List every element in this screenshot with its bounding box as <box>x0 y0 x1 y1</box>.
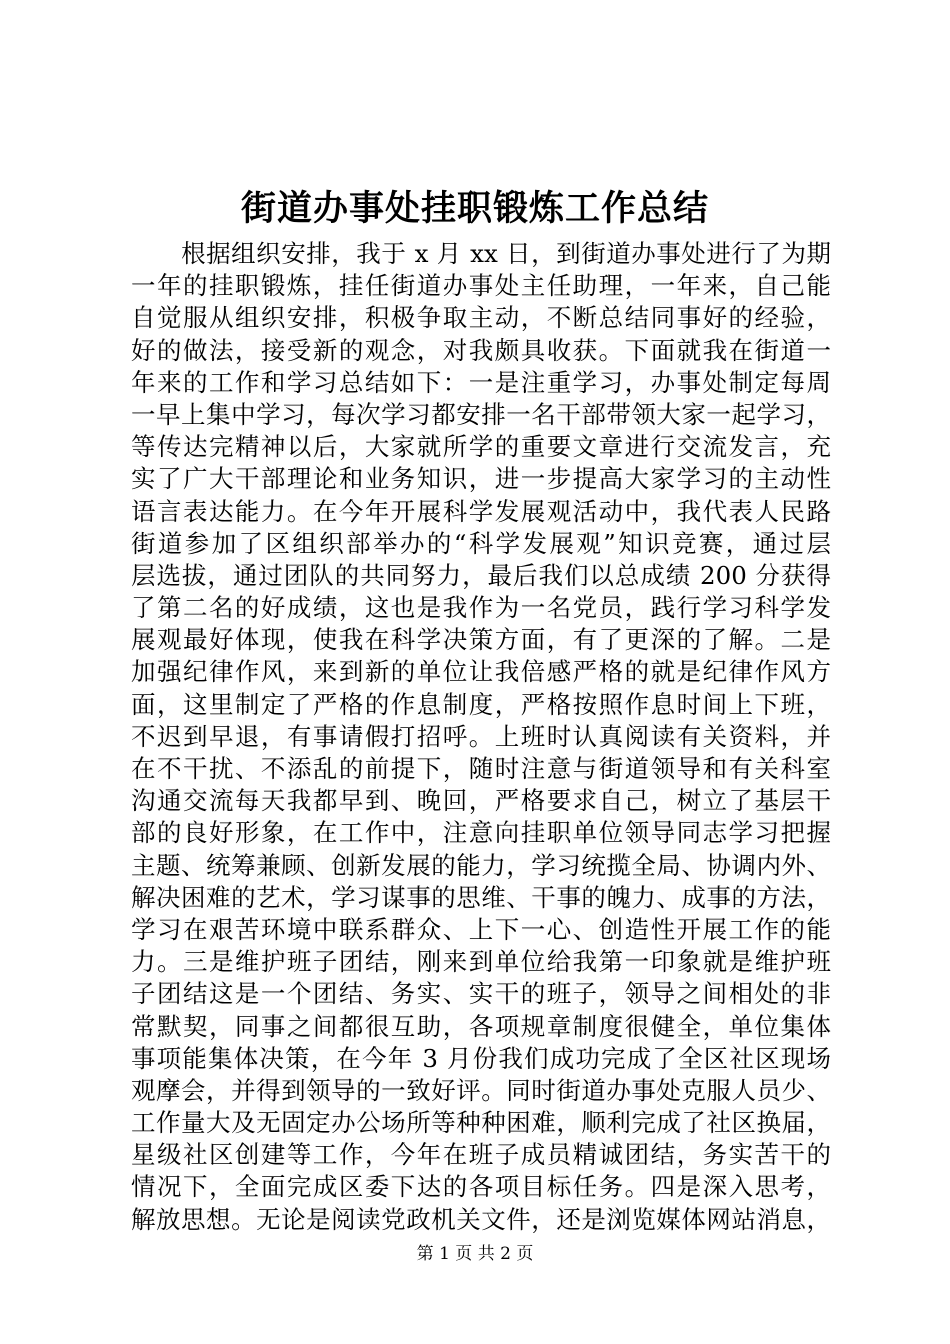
body-line: 常默契，同事之间都很互助，各项规章制度很健全，单位集体 <box>131 1011 831 1041</box>
body-line: 语言表达能力。在今年开展科学发展观活动中，我代表人民路 <box>131 496 831 526</box>
body-line: 沟通交流每天我都早到、晚回，严格要求自己，树立了基层干 <box>131 786 831 816</box>
body-line: 力。三是维护班子团结，刚来到单位给我第一印象就是维护班 <box>131 947 831 977</box>
document-title: 街道办事处挂职锻炼工作总结 <box>240 188 709 229</box>
body-line: 好的做法，接受新的观念，对我颇具收获。下面就我在街道一 <box>131 335 831 365</box>
body-line: 解决困难的艺术，学习谋事的思维、干事的魄力、成事的方法， <box>131 882 831 912</box>
page-footer: 第 1 页 共 2 页 <box>416 1244 534 1264</box>
body-line: 自觉服从组织安排，积极争取主动，不断总结同事好的经验， <box>131 303 831 333</box>
body-line: 年来的工作和学习总结如下：一是注重学习，办事处制定每周 <box>131 367 831 397</box>
body-line: 星级社区创建等工作，今年在班子成员精诚团结，务实苦干的 <box>131 1140 831 1170</box>
body-line: 一早上集中学习，每次学习都安排一名干部带领大家一起学习， <box>131 399 831 429</box>
body-line: 观摩会，并得到领导的一致好评。同时街道办事处克服人员少、 <box>131 1075 831 1105</box>
body-line: 主题、统筹兼顾、创新发展的能力，学习统揽全局、协调内外、 <box>131 850 831 880</box>
body-line: 事项能集体决策，在今年 3 月份我们成功完成了全区社区现场 <box>131 1043 831 1073</box>
body-line: 不迟到早退，有事请假打招呼。上班时认真阅读有关资料，并 <box>131 721 831 751</box>
body-line: 根据组织安排，我于 x 月 xx 日，到街道办事处进行了为期 <box>131 239 831 268</box>
body-line: 解放思想。无论是阅读党政机关文件，还是浏览媒体网站消息， <box>131 1204 831 1234</box>
body-line: 加强纪律作风，来到新的单位让我倍感严格的就是纪律作风方 <box>131 657 831 687</box>
document-body <box>131 238 831 1236</box>
body-line: 在不干扰、不添乱的前提下，随时注意与街道领导和有关科室 <box>131 754 831 783</box>
body-line: 子团结这是一个团结、务实、实干的班子，领导之间相处的非 <box>131 979 831 1009</box>
body-line: 面，这里制定了严格的作息制度，严格按照作息时间上下班， <box>131 689 831 719</box>
body-line: 情况下，全面完成区委下达的各项目标任务。四是深入思考， <box>131 1172 831 1202</box>
body-line: 展观最好体现，使我在科学决策方面，有了更深的了解。二是 <box>131 625 831 655</box>
body-line: 等传达完精神以后，大家就所学的重要文章进行交流发言，充 <box>131 432 831 462</box>
body-line: 学习在艰苦环境中联系群众、上下一心、创造性开展工作的能 <box>131 914 831 944</box>
body-line: 街道参加了区组织部举办的“科学发展观”知识竞赛，通过层 <box>131 528 831 558</box>
body-line: 工作量大及无固定办公场所等种种困难，顺利完成了社区换届， <box>131 1108 831 1138</box>
body-line: 部的良好形象，在工作中，注意向挂职单位领导同志学习把握 <box>131 818 831 848</box>
body-line: 一年的挂职锻炼，挂任街道办事处主任助理，一年来，自己能 <box>131 271 831 301</box>
body-line: 实了广大干部理论和业务知识，进一步提高大家学习的主动性 <box>131 464 831 494</box>
body-line: 了第二名的好成绩，这也是我作为一名党员，践行学习科学发 <box>131 593 831 623</box>
body-line: 层选拔，通过团队的共同努力，最后我们以总成绩 200 分获得 <box>131 560 831 590</box>
